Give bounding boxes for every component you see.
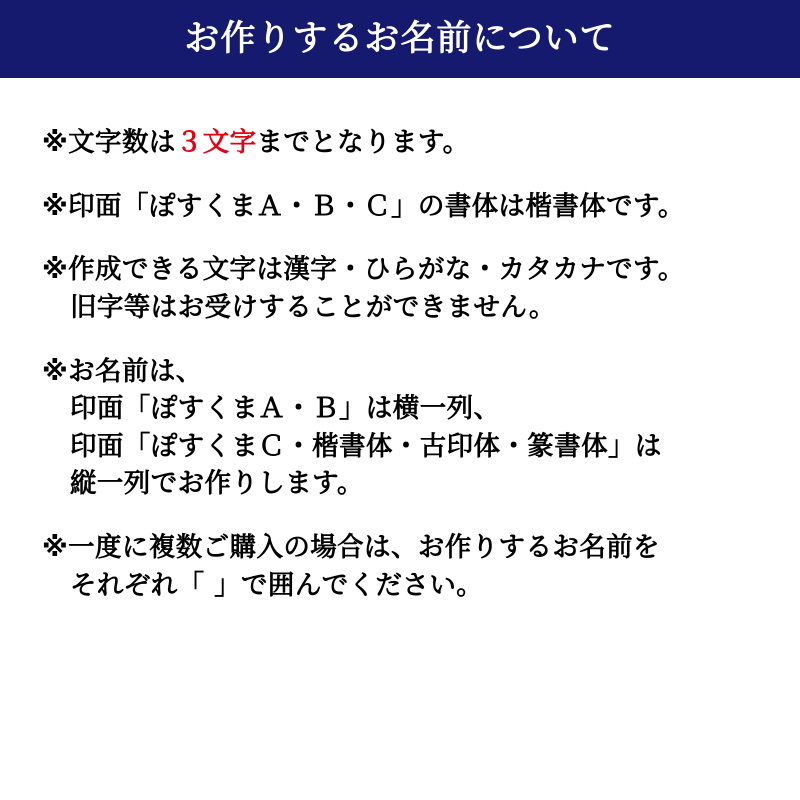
note-text: 縦一列でお作りします。 xyxy=(70,468,364,500)
note-multiple-purchase xyxy=(42,529,758,604)
note-line xyxy=(42,428,758,466)
note-char-count xyxy=(42,124,758,162)
note-text: 印面「ぽすくまＡ・Ｂ」は横一列、 xyxy=(70,393,501,425)
notes-list xyxy=(0,78,800,604)
note-text: それぞれ「 」で囲んでください。 xyxy=(70,569,484,601)
note-text: までとなります。 xyxy=(256,127,470,158)
note-text: ※一度に複数ご購入の場合は、お作りするお名前を xyxy=(42,532,660,563)
note-line xyxy=(42,465,758,503)
note-line xyxy=(42,289,758,327)
note-line xyxy=(42,251,758,289)
note-text: ※文字数は xyxy=(42,127,176,158)
highlighted-text: ３文字 xyxy=(175,127,257,158)
note-line xyxy=(42,124,758,162)
note-available-characters xyxy=(42,251,758,326)
note-text: ※作成できる文字は漢字・ひらがな・カタカナです。 xyxy=(42,254,685,286)
note-line xyxy=(42,188,758,226)
page-header xyxy=(0,0,800,78)
note-line xyxy=(42,390,758,428)
note-line xyxy=(42,353,758,391)
note-name-layout xyxy=(42,353,758,504)
note-typeface xyxy=(42,188,758,226)
note-text: 旧字等はお受けすることができません。 xyxy=(70,291,556,323)
note-text: ※印面「ぽすくまＡ・Ｂ・Ｃ」の書体は楷書体です。 xyxy=(42,190,685,222)
note-line xyxy=(42,529,758,567)
note-line xyxy=(42,567,758,605)
note-text: 印面「ぽすくまＣ・楷書体・古印体・篆書体」は xyxy=(70,430,662,462)
note-text: ※お名前は、 xyxy=(42,355,203,387)
page-title: お作りするお名前について xyxy=(184,18,616,59)
